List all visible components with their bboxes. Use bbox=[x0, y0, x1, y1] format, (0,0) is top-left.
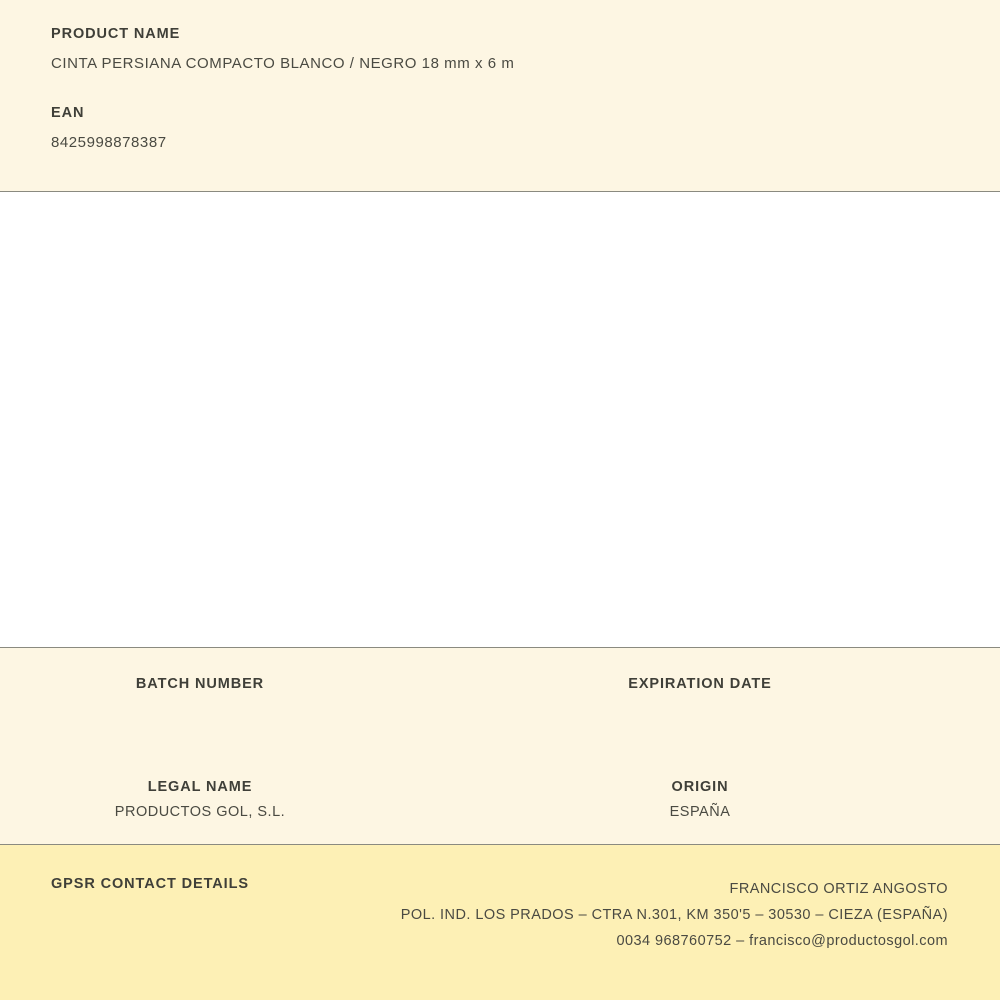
origin-label: ORIGIN bbox=[671, 779, 729, 796]
product-name-group bbox=[51, 26, 950, 74]
ean-label: EAN bbox=[51, 104, 85, 121]
expiration-date-label: EXPIRATION DATE bbox=[628, 676, 772, 692]
product-name-label: PRODUCT NAME bbox=[51, 26, 181, 42]
ean-group bbox=[51, 105, 950, 153]
gpsr-contact-details bbox=[401, 876, 948, 954]
batch-expiration-row bbox=[0, 676, 1000, 717]
gpsr-contact-label: GPSR CONTACT DETAILS bbox=[51, 876, 249, 892]
gpsr-contact-block bbox=[0, 845, 1000, 1000]
legal-name-value: PRODUCTOS GOL, S.L. bbox=[114, 803, 286, 820]
origin-value: ESPAÑA bbox=[669, 803, 731, 820]
gpsr-contact-address: POL. IND. LOS PRADOS – CTRA N.301, KM 350'5 – 30530 – CIEZA (ESPAÑA) bbox=[400, 907, 948, 923]
ean-value: 8425998878387 bbox=[51, 134, 167, 152]
legal-name-label: LEGAL NAME bbox=[147, 779, 253, 796]
product-name-value: CINTA PERSIANA COMPACTO BLANCO / NEGRO 18 mm x 6 m bbox=[51, 55, 515, 73]
batch-number-label: BATCH NUMBER bbox=[135, 676, 265, 692]
expiration-date-group bbox=[500, 676, 1000, 717]
origin-group bbox=[500, 779, 1000, 821]
gpsr-contact-phone-email: 0034 968760752 – francisco@productosgol.com bbox=[616, 933, 948, 949]
legal-origin-row bbox=[0, 779, 1000, 821]
gpsr-contact-name: FRANCISCO ORTIZ ANGOSTO bbox=[729, 881, 948, 897]
blank-content-area bbox=[0, 192, 1000, 648]
product-identification-block bbox=[0, 0, 1000, 192]
legal-name-group bbox=[0, 779, 500, 821]
batch-number-group bbox=[0, 676, 500, 717]
traceability-block bbox=[0, 648, 1000, 845]
expiration-date-value bbox=[500, 700, 900, 717]
batch-number-value bbox=[0, 700, 400, 717]
